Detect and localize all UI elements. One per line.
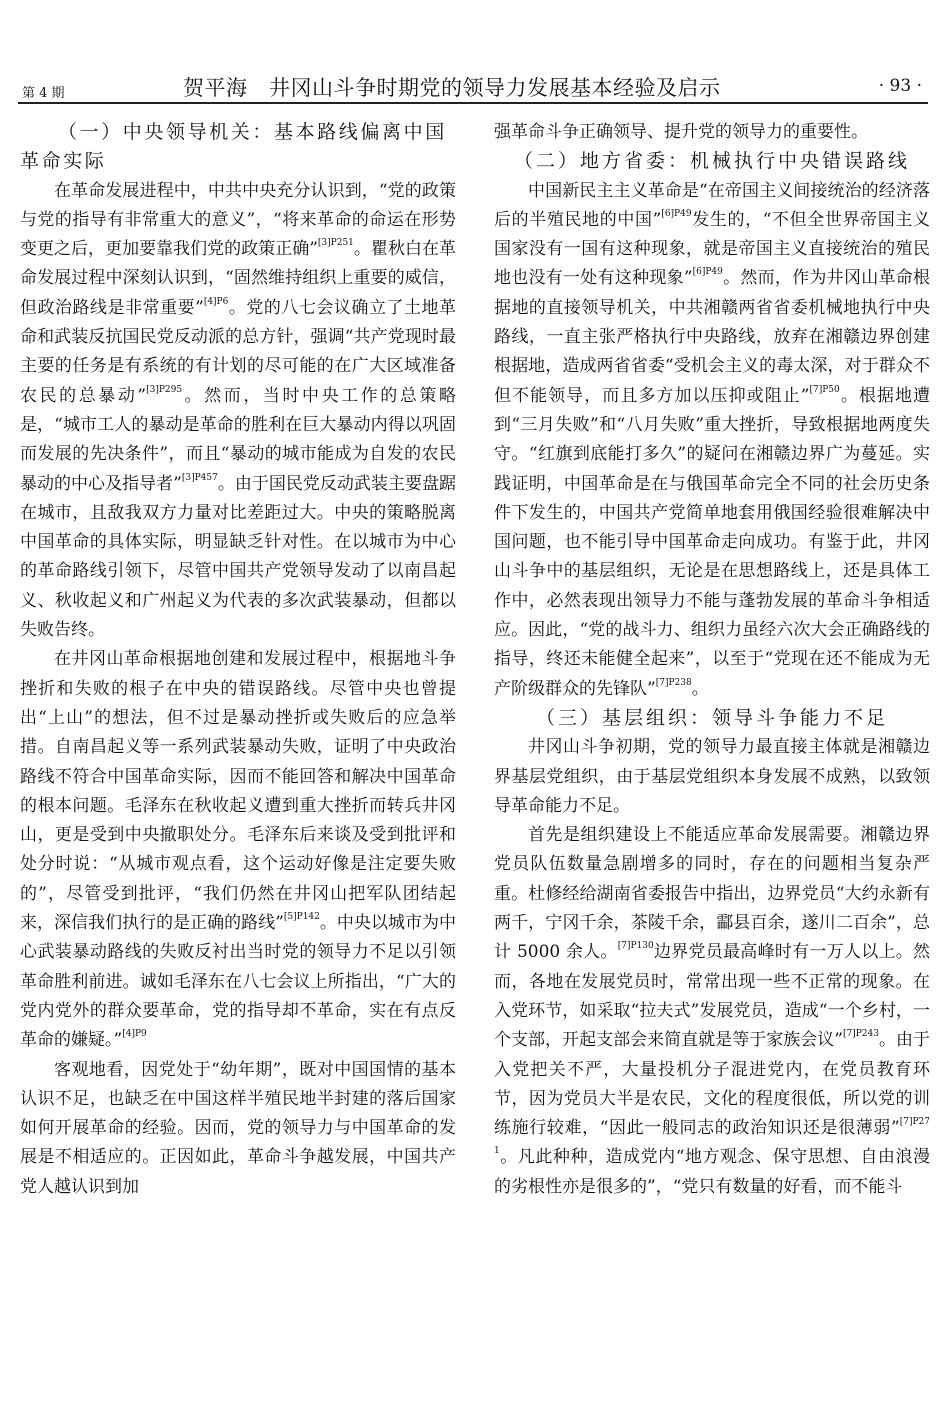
citation: [7]P130 xyxy=(617,941,654,952)
section-heading-1: （一）中央领导机关：基本路线偏离中国革命实际 xyxy=(20,121,447,173)
page-number: · 93 · xyxy=(878,76,922,96)
running-header xyxy=(18,68,928,102)
issue-number: 第 4 期 xyxy=(22,86,65,101)
paragraph-6: 首先是组织建设上不能适应革命发展需要。湘赣边界党员队伍数量急剧增多的同时，存在的问题相当复杂严重。杜修经给湖南省委报告中指出，边界党员“大约永新有两千，宁冈千余，茶陵千余，酃县百余，遂川二百余”，总计 5000 余人。$^{[7]P130}$边界党员最高峰时有一万人以上。然而，各地在发展党员时，常常出现一些不正常的现象。在入党环节，如采取“拉夫式”发展党员，造成“一个乡村，一个支部，开起支部会来简直就是等于家族会议”$^{[7]P243}$。由于入党把关不严，大量投机分子混进党内，在党员教育环节，因为党员大半是农民，文化的程度很低，所以党的训练施行较难，“因此一般同志的政治知识还是很薄弱”$^{[7]P271}$。凡此种种，造成党内“地方观念、保守思想、自由浪漫的劣根性亦是很多的”，“党只有数量的好看，而不能斗 xyxy=(494,825,931,1197)
citation: [7]P271 xyxy=(494,1117,930,1157)
citation: [5]P142 xyxy=(283,912,320,923)
paragraph-4: 中国新民主主义革命是“在帝国主义间接统治的经济落后的半殖民地的中国”$^{[6]P49}$发生的，“不但全世界帝国主义国家没有一国有这种现象，就是帝国主义直接统治的殖民地也没有一处有这种现象”$^{[6]P49}$。然而，作为井冈山革命根据地的直接领导机关，中共湘赣两省省委机械地执行中央路线，一直主张严格执行中央路线，放弃在湘赣边界创建根据地，造成两省省委“受机会主义的毒太深，对于群众不但不能领导，而且多方加以压抑或阻止”$^{[7]P50}$。根据地遭到“三月失败”和“八月失败”重大挫折，导致根据地两度失守。“红旗到底能打多久”的疑问在湘赣边界广为蔓延。实践证明，中国革命是在与俄国革命完全不同的社会历史条件下发生的，中国共产党简单地套用俄国经验很难解决中国问题，也不能引导中国革命走向成功。有鉴于此，井冈山斗争中的基层组织，无论是在思想路线上，还是具体工作中，必然表现出领导力不能与蓬勃发展的革命斗争相适应。因此，“党的战斗力、组织力虽经六次大会正确路线的指导，终还未能健全起来”，以至于“党现在还不能成为无产阶级群众的先锋队”$^{[7]P238}$。 xyxy=(494,180,930,699)
citation: [6]P49 xyxy=(692,267,723,278)
citation: [4]P6 xyxy=(203,296,229,307)
paragraph-2: 在井冈山革命根据地创建和发展过程中，根据地斗争挫折和失败的根子在中央的错误路线。尽管中央也曾提出“上山”的想法，但不过是暴动挫折或失败后的应急举措。自南昌起义等一系列武装暴动失败，证明了中央政治路线不符合中国革命实际，因而不能回答和解决中国革命的根本问题。毛泽东在秋收起义遭到重大挫折而转兵井冈山，更是受到中央撤职处分。毛泽东后来谈及受到批评和处分时说：“从城市观点看，这个运动好像是注定要失败的”，尽管受到批评，“我们仍然在井冈山把军队团结起来，深信我们执行的是正确的路线”$^{[5]P142}$。中央以城市为中心武装暴动路线的失败反衬出当时党的领导力不足以引领革命胜利前进。诚如毛泽东在八七会议上所指出，“广大的党内党外的群众要革命，党的指导却不革命，实在有点反革命的嫌疑。”$^{[4]P9}$ xyxy=(20,649,456,1051)
paragraph-5: 井冈山斗争初期，党的领导力最直接主体就是湘赣边界基层党组织，由于基层党组织本身发展不成熟，以致领导革命能力不足。 xyxy=(494,737,930,816)
right-column xyxy=(494,118,930,1202)
citation: [3]P457 xyxy=(181,472,218,483)
paragraph-1: 在革命发展进程中，中共中央充分认识到，“党的政策与党的指导有非常重大的意义”，“将来革命的命运在形势变更之后，更加要靠我们党的政策正确”$^{[3]P251}$。瞿秋白在革命发展过程中深刻认识到，“固然维持组织上重要的威信，但政治路线是非常重要”$^{[4]P6}$。党的八七会议确立了土地革命和武装反抗国民党反动派的总方针，强调“共产党现时最主要的任务是有系统的有计划的尽可能的在广大区域准备农民的总暴动”$^{[3]P295}$。然而，当时中央工作的总策略是，“城市工人的暴动是革命的胜利在巨大暴动内得以巩固而发展的先决条件”，而且“暴动的城市能成为自发的农民暴动的中心及指导者”$^{[3]P457}$。由于国民党反动武装主要盘踞在城市，且敌我双方力量对比差距过大。中央的策略脱离中国革命的具体实际，明显缺乏针对性。在以城市为中心的革命路线引领下，尽管中国共产党领导发动了以南昌起义、秋收起义和广州起义为代表的多次武装暴动，但都以失败告终。 xyxy=(20,180,457,641)
citation: [3]P295 xyxy=(146,384,183,395)
header-rule xyxy=(18,102,928,104)
citation: [7]P238 xyxy=(655,677,692,688)
section-heading-3: （三）基层组织：领导斗争能力不足 xyxy=(535,706,888,729)
citation: [7]P50 xyxy=(809,384,840,395)
citation: [3]P251 xyxy=(317,238,354,249)
citation: [7]P243 xyxy=(842,1029,879,1040)
paragraph-continued: 强革命斗争正确领导、提升党的领导力的重要性。 xyxy=(494,122,868,142)
running-title: 贺平海 井冈山斗争时期党的领导力发展基本经验及启示 xyxy=(183,76,721,100)
left-column xyxy=(20,118,456,1202)
section-heading-2: （二）地方省委：机械执行中央错误路线 xyxy=(513,150,910,173)
paragraph-3: 客观地看，因党处于“幼年期”，既对中国国情的基本认识不足，也缺乏在中国这样半殖民地半封建的落后国家如何开展革命的经验。因而，党的领导力与中国革命的发展是不相适应的。正因如此，革命斗争越发展，中国共产党人越认识到加 xyxy=(20,1059,456,1197)
citation: [4]P9 xyxy=(122,1029,147,1040)
citation: [6]P49 xyxy=(661,208,692,219)
